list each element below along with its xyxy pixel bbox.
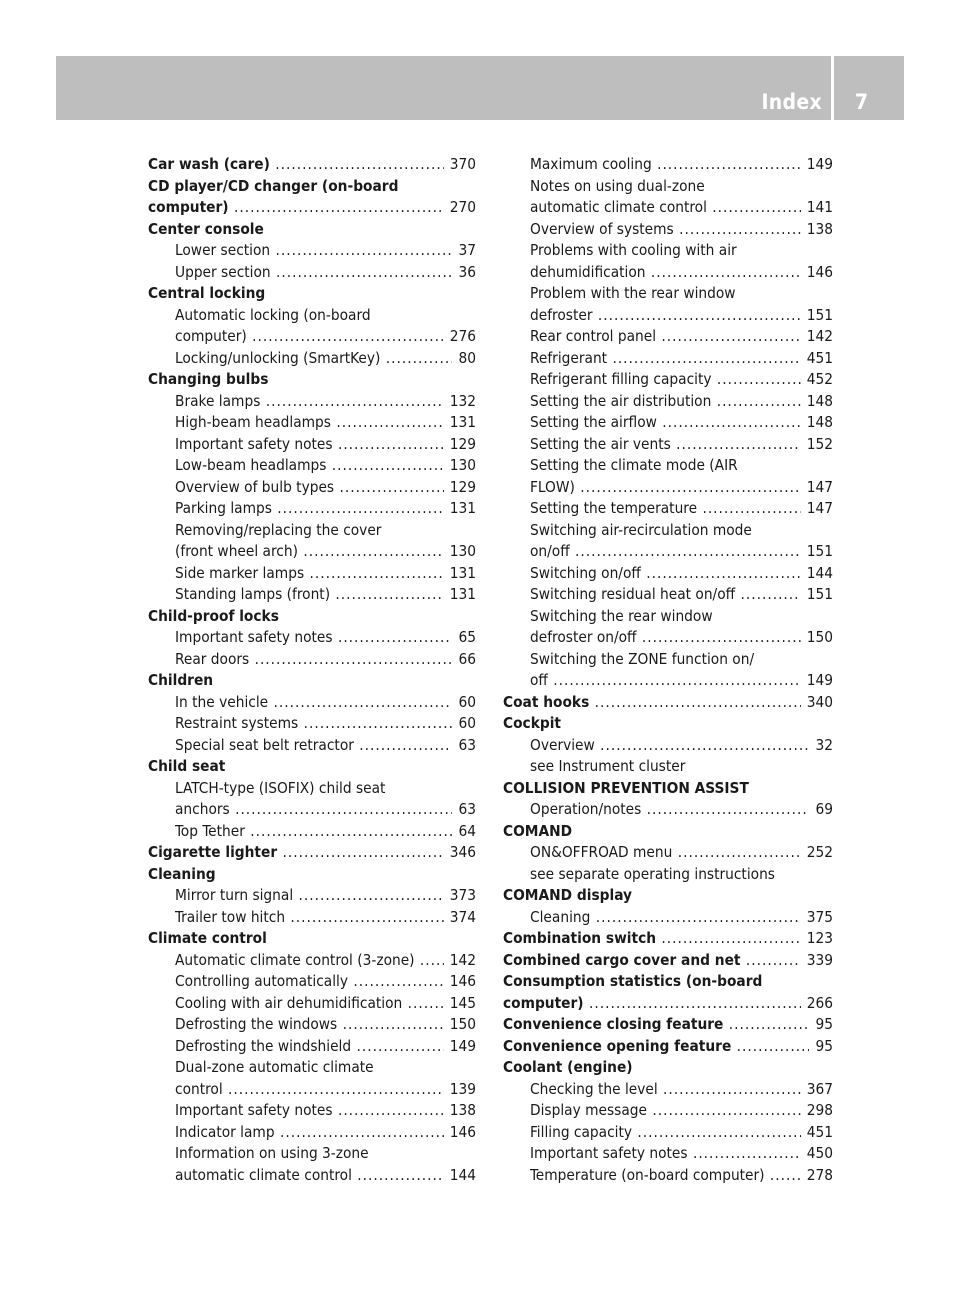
entry-text: Cleaning [148, 864, 216, 883]
index-subentry [148, 1100, 476, 1122]
entry-text: Notes on using dual-zone [530, 176, 705, 195]
index-heading [148, 176, 476, 198]
entry-text: Consumption statistics (on-board [503, 972, 763, 990]
section-title: Index [761, 90, 822, 114]
entry-text: Mirror turn signal [175, 886, 294, 904]
entry-text: Central locking [148, 284, 266, 302]
index-heading [148, 197, 476, 219]
entry-text: anchors [175, 800, 230, 818]
entry-text: Cooling with air dehumidification [175, 993, 403, 1012]
page-header [56, 56, 904, 120]
page-reference[interactable]: 131 [444, 412, 476, 434]
page-reference[interactable]: 129 [444, 477, 476, 499]
page-reference[interactable]: 270 [444, 197, 476, 219]
page-reference[interactable]: 151 [801, 305, 833, 327]
page-reference[interactable]: 66 [452, 649, 476, 671]
index-subentry [148, 1057, 476, 1079]
entry-text: Cockpit [503, 714, 562, 732]
entry-text: Automatic climate control (3-zone) [175, 950, 415, 969]
entry-text: defroster on/off [530, 628, 637, 646]
index-subentry [503, 455, 833, 477]
entry-text: Cigarette lighter [148, 843, 278, 861]
entry-text: High-beam headlamps [175, 413, 331, 431]
index-heading [503, 885, 833, 907]
page-reference[interactable]: 141 [801, 197, 833, 219]
page-reference[interactable]: 130 [444, 455, 476, 477]
index-subentry [503, 197, 833, 219]
entry-text: ON&OFFROAD menu [530, 843, 673, 861]
page-reference[interactable]: 60 [452, 692, 476, 714]
page-reference[interactable]: 145 [444, 993, 476, 1015]
page-reference[interactable]: 147 [801, 477, 833, 499]
entry-text: CD player/CD changer (on-board [148, 176, 399, 195]
page-reference[interactable]: 130 [444, 541, 476, 563]
page-reference[interactable]: 65 [452, 627, 476, 649]
page-reference[interactable]: 340 [801, 692, 833, 714]
index-subentry [503, 305, 833, 327]
page-reference[interactable]: 123 [801, 928, 833, 950]
index-heading [148, 670, 476, 692]
index-subentry [148, 1143, 476, 1165]
entry-text: defroster [530, 305, 593, 324]
index-subentry [148, 520, 476, 542]
entry-text: Children [148, 671, 214, 689]
entry-text: Important safety notes [175, 628, 333, 646]
index-subentry [503, 649, 833, 671]
page-reference[interactable]: 252 [801, 842, 833, 864]
entry-text: Indicator lamp [175, 1122, 275, 1141]
index-subentry [503, 391, 833, 413]
index-subentry [148, 971, 476, 993]
page-reference[interactable]: 149 [444, 1036, 476, 1058]
index-subentry [148, 498, 476, 520]
index-subentry [503, 1079, 833, 1101]
index-subentry [503, 262, 833, 284]
index-subentry [148, 713, 476, 735]
page-reference[interactable]: 451 [801, 348, 833, 370]
index-subentry [148, 799, 476, 821]
entry-text: Switching on/off [530, 563, 641, 582]
index-heading [503, 713, 833, 735]
entry-text: computer) [175, 327, 247, 345]
page-reference[interactable]: 150 [444, 1014, 476, 1036]
entry-text: Defrosting the windows [175, 1015, 338, 1033]
index-subentry [503, 756, 833, 778]
page-reference[interactable]: 132 [444, 391, 476, 413]
index-subentry [503, 670, 833, 692]
entry-text: Locking/unlocking (SmartKey) [175, 348, 381, 367]
entry-text: Top Tether [175, 821, 245, 840]
index-subentry [503, 842, 833, 864]
index-subentry [148, 348, 476, 370]
index-subentry [503, 907, 833, 929]
index-subentry [148, 477, 476, 499]
entry-text: Overview [530, 735, 595, 754]
entry-text: Overview of systems [530, 219, 674, 238]
entry-text: Side marker lamps [175, 563, 305, 582]
page-reference[interactable]: 142 [801, 326, 833, 348]
entry-text: Display message [530, 1101, 647, 1119]
page-reference[interactable]: 148 [801, 391, 833, 413]
index-subentry [148, 563, 476, 585]
index-heading [503, 778, 833, 800]
index-subentry [148, 541, 476, 563]
entry-text: Important safety notes [175, 1101, 333, 1119]
entry-text: Important safety notes [530, 1144, 688, 1162]
entry-text: Lower section [175, 241, 271, 259]
entry-text: Cleaning [530, 907, 591, 926]
page-reference[interactable]: 69 [809, 799, 833, 821]
page-reference[interactable]: 298 [801, 1100, 833, 1122]
entry-text: Defrosting the windshield [175, 1036, 352, 1055]
entry-text: Brake lamps [175, 391, 261, 410]
entry-text: control [175, 1079, 223, 1098]
entry-text: Changing bulbs [148, 370, 269, 388]
entry-text: Child-proof locks [148, 606, 279, 625]
entry-text: Low-beam headlamps [175, 456, 327, 474]
index-subentry [503, 219, 833, 241]
header-divider [831, 56, 834, 120]
page-reference[interactable]: 144 [801, 563, 833, 585]
page-reference[interactable]: 151 [801, 584, 833, 606]
page-reference[interactable]: 63 [452, 735, 476, 757]
page-reference[interactable]: 150 [801, 627, 833, 649]
index-subentry [148, 885, 476, 907]
index-subentry [503, 864, 833, 886]
entry-text: LATCH-type (ISOFIX) child seat [175, 778, 386, 797]
entry-text: FLOW) [530, 477, 575, 496]
page-reference[interactable]: 149 [801, 154, 833, 176]
page-reference[interactable]: 146 [444, 1122, 476, 1144]
page-reference[interactable]: 450 [801, 1143, 833, 1165]
page-reference[interactable]: 370 [444, 154, 476, 176]
entry-text: Information on using 3-zone [175, 1144, 369, 1162]
index-subentry [148, 649, 476, 671]
page-reference[interactable]: 346 [444, 842, 476, 864]
page-reference[interactable]: 63 [452, 799, 476, 821]
index-subentry [148, 305, 476, 327]
entry-text: Special seat belt retractor [175, 735, 354, 754]
page-reference[interactable]: 131 [444, 498, 476, 520]
index-subentry [503, 240, 833, 262]
page-reference[interactable]: 149 [801, 670, 833, 692]
entry-text: Car wash (care) [148, 155, 270, 173]
index-subentry [148, 950, 476, 972]
entry-text: Removing/replacing the cover [175, 520, 382, 539]
index-heading [148, 606, 476, 628]
entry-text: see separate operating instructions [530, 864, 775, 883]
index-subentry [503, 434, 833, 456]
entry-text: Setting the temperature [530, 499, 698, 517]
index-subentry [503, 735, 833, 757]
index-subentry [148, 907, 476, 929]
entry-text: Setting the climate mode (AIR [530, 456, 738, 474]
page-reference[interactable]: 138 [444, 1100, 476, 1122]
entry-text: Maximum cooling [530, 155, 652, 173]
entry-text: Coat hooks [503, 692, 590, 711]
index-subentry [148, 584, 476, 606]
entry-text: Parking lamps [175, 499, 272, 517]
index-subentry [148, 391, 476, 413]
page-reference[interactable]: 131 [444, 584, 476, 606]
page-reference[interactable]: 64 [452, 821, 476, 843]
entry-text: Setting the air distribution [530, 391, 712, 410]
entry-text: Combination switch [503, 929, 657, 947]
entry-text: automatic climate control [530, 198, 707, 216]
index-subentry [503, 326, 833, 348]
index-subentry [148, 821, 476, 843]
entry-text: see Instrument cluster [530, 757, 686, 775]
page-number: 7 [854, 90, 868, 114]
index-subentry [503, 1143, 833, 1165]
page-reference[interactable]: 151 [801, 541, 833, 563]
entry-text: Problems with cooling with air [530, 241, 737, 259]
entry-text: Operation/notes [530, 800, 642, 818]
entry-text: Filling capacity [530, 1122, 633, 1141]
page-reference[interactable]: 138 [801, 219, 833, 241]
entry-text: Coolant (engine) [503, 1058, 633, 1076]
index-heading [503, 821, 833, 843]
entry-text: Switching residual heat on/off [530, 585, 736, 603]
index-subentry [148, 735, 476, 757]
page-reference[interactable]: 146 [801, 262, 833, 284]
page-reference[interactable]: 373 [444, 885, 476, 907]
index-heading [503, 1014, 833, 1036]
entry-text: Center console [148, 219, 264, 238]
index-subentry [148, 240, 476, 262]
index-subentry [503, 563, 833, 585]
entry-text: on/off [530, 542, 570, 560]
page-reference[interactable]: 375 [801, 907, 833, 929]
entry-text: Setting the airflow [530, 413, 657, 431]
index-subentry [503, 627, 833, 649]
index-heading [503, 950, 833, 972]
index-subentry [148, 692, 476, 714]
entry-text: Temperature (on-board computer) [530, 1165, 765, 1184]
entry-text: COMAND [503, 821, 573, 840]
page-reference[interactable]: 152 [801, 434, 833, 456]
index-subentry [503, 541, 833, 563]
index-subentry [148, 778, 476, 800]
entry-text: Convenience opening feature [503, 1036, 732, 1055]
entry-text: Switching the ZONE function on/ [530, 649, 755, 668]
index-subentry [503, 799, 833, 821]
entry-text: Rear doors [175, 649, 250, 668]
page-reference[interactable]: 276 [444, 326, 476, 348]
entry-text: Overview of bulb types [175, 477, 335, 496]
page-reference[interactable]: 95 [809, 1014, 833, 1036]
page-reference[interactable]: 32 [809, 735, 833, 757]
index-heading [148, 369, 476, 391]
index-heading [503, 928, 833, 950]
entry-text: (front wheel arch) [175, 542, 298, 560]
index-subentry [503, 283, 833, 305]
entry-text: Checking the level [530, 1079, 658, 1098]
index-subentry [503, 1165, 833, 1187]
index-subentry [503, 369, 833, 391]
entry-text: Upper section [175, 262, 271, 281]
page-reference[interactable]: 451 [801, 1122, 833, 1144]
index-subentry [148, 627, 476, 649]
index-subentry [503, 584, 833, 606]
entry-text: Automatic locking (on-board [175, 305, 371, 324]
index-subentry [148, 1014, 476, 1036]
page-reference[interactable]: 147 [801, 498, 833, 520]
entry-text: Trailer tow hitch [175, 907, 286, 926]
index-subentry [148, 262, 476, 284]
entry-text: computer) [148, 198, 229, 216]
index-subentry [503, 1122, 833, 1144]
entry-text: Refrigerant [530, 348, 608, 367]
page-reference[interactable]: 367 [801, 1079, 833, 1101]
entry-text: Standing lamps (front) [175, 585, 331, 603]
entry-text: Switching the rear window [530, 606, 713, 625]
index-subentry [503, 154, 833, 176]
page-reference[interactable]: 36 [452, 262, 476, 284]
entry-text: Climate control [148, 929, 267, 947]
index-subentry [503, 412, 833, 434]
page-reference[interactable]: 144 [444, 1165, 476, 1187]
entry-text: Rear control panel [530, 327, 657, 345]
index-heading [503, 1057, 833, 1079]
index-subentry [503, 348, 833, 370]
entry-text: Problem with the rear window [530, 284, 736, 302]
entry-text: Child seat [148, 757, 226, 775]
page-reference[interactable]: 80 [452, 348, 476, 370]
page-reference[interactable]: 129 [444, 434, 476, 456]
entry-text: Combined cargo cover and net [503, 950, 741, 969]
entry-text: computer) [503, 993, 584, 1012]
index-subentry [503, 1100, 833, 1122]
entry-text: Setting the air vents [530, 434, 671, 453]
index-subentry [503, 520, 833, 542]
index-subentry [148, 993, 476, 1015]
index-subentry [148, 455, 476, 477]
page-reference[interactable]: 146 [444, 971, 476, 993]
index-subentry [503, 477, 833, 499]
index-heading [148, 842, 476, 864]
index-heading [148, 756, 476, 778]
entry-text: Controlling automatically [175, 972, 349, 990]
index-heading [148, 219, 476, 241]
index-heading [148, 864, 476, 886]
index-heading [148, 283, 476, 305]
index-subentry [148, 1122, 476, 1144]
entry-text: COMAND display [503, 886, 632, 904]
index-subentry [148, 434, 476, 456]
index-heading [148, 928, 476, 950]
page-reference[interactable]: 374 [444, 907, 476, 929]
page-reference[interactable]: 148 [801, 412, 833, 434]
page-reference[interactable]: 131 [444, 563, 476, 585]
page-reference[interactable]: 95 [809, 1036, 833, 1058]
index-subentry [503, 176, 833, 198]
index-subentry [148, 1036, 476, 1058]
index-subentry [148, 326, 476, 348]
entry-text: Restraint systems [175, 714, 299, 732]
index-subentry [503, 498, 833, 520]
index-heading [503, 993, 833, 1015]
page-reference[interactable]: 452 [801, 369, 833, 391]
index-heading [503, 1036, 833, 1058]
entry-text: Dual-zone automatic climate [175, 1058, 374, 1076]
index-subentry [503, 606, 833, 628]
entry-text: Refrigerant filling capacity [530, 370, 712, 388]
entry-text: Convenience closing feature [503, 1015, 724, 1033]
page-reference[interactable]: 142 [444, 950, 476, 972]
index-subentry [148, 1165, 476, 1187]
page-reference[interactable]: 37 [452, 240, 476, 262]
index-heading [503, 971, 833, 993]
page-reference[interactable]: 139 [444, 1079, 476, 1101]
index-heading [148, 154, 476, 176]
entry-text: In the vehicle [175, 692, 269, 711]
page-reference[interactable]: 339 [801, 950, 833, 972]
page-reference[interactable]: 278 [801, 1165, 833, 1187]
entry-text: Important safety notes [175, 434, 333, 453]
entry-text: Switching air-recirculation mode [530, 520, 752, 539]
entry-text: dehumidification [530, 262, 646, 281]
index-heading [503, 692, 833, 714]
page-reference[interactable]: 266 [801, 993, 833, 1015]
entry-text: automatic climate control [175, 1165, 352, 1184]
index-subentry [148, 1079, 476, 1101]
page-reference[interactable]: 60 [452, 713, 476, 735]
entry-text: COLLISION PREVENTION ASSIST [503, 778, 749, 797]
index-column-left [148, 154, 476, 1186]
index-column-right [503, 154, 833, 1186]
index-subentry [148, 412, 476, 434]
entry-text: off [530, 671, 548, 689]
